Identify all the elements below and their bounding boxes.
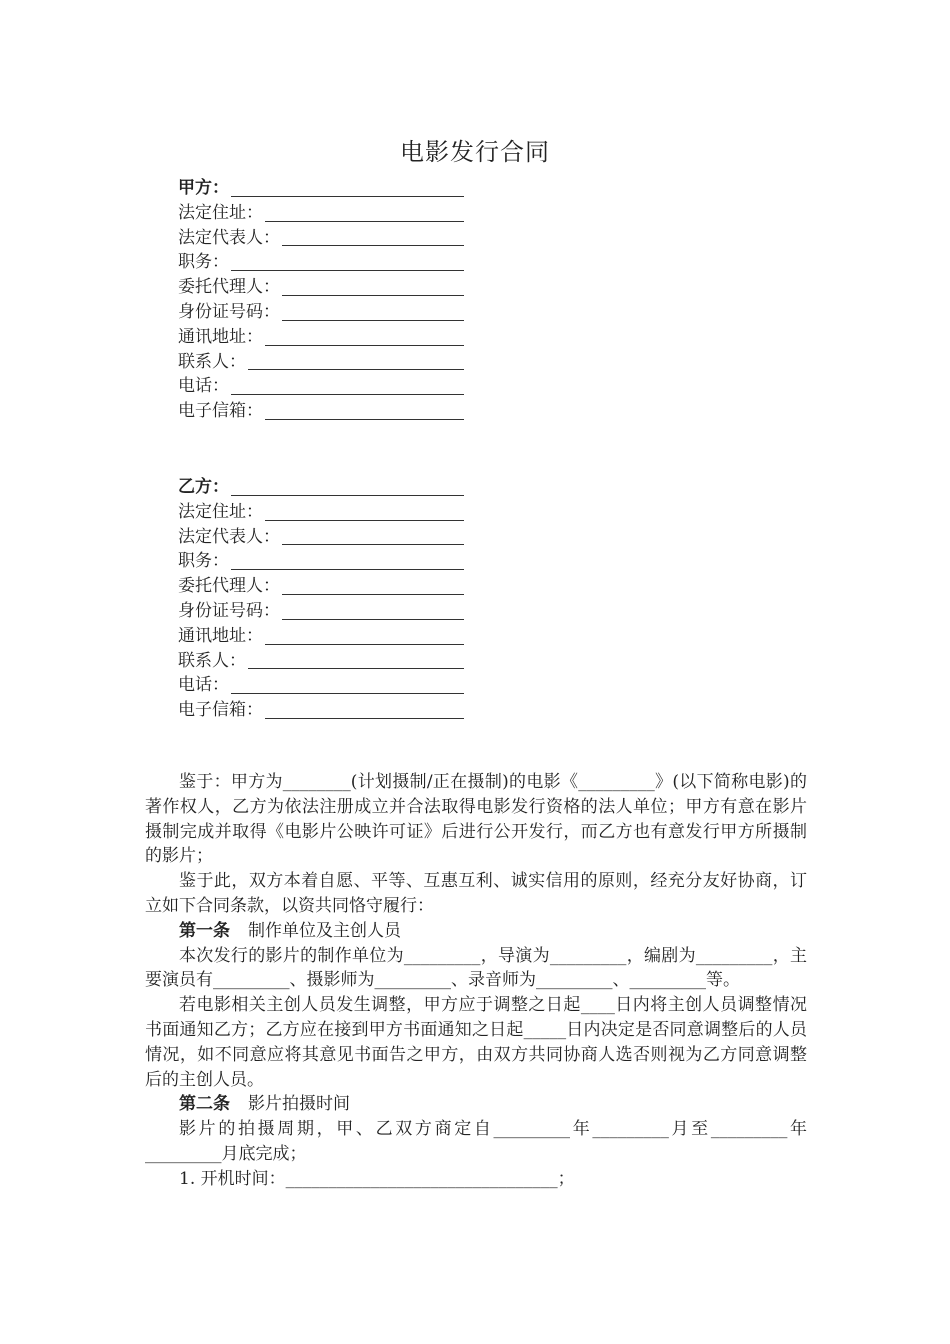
article-2-item-1: 1. 开机时间：________________________________； bbox=[179, 1168, 575, 1189]
recital-2: 鉴于此，双方本着自愿、平等、互惠互利、诚实信用的原则，经充分友好协商，订立如下合同条款，以资共同恪守履行： bbox=[145, 871, 807, 916]
party-b-field-blank-line[interactable] bbox=[282, 577, 464, 595]
party-a-field-blank-line[interactable] bbox=[231, 179, 464, 197]
party-a-field-row bbox=[178, 201, 478, 226]
party-a-field-row bbox=[178, 275, 478, 300]
party-b-field-blank-line[interactable] bbox=[231, 552, 464, 570]
party-a-field-blank-line[interactable] bbox=[265, 204, 464, 222]
party-b-field-label: 法定住址： bbox=[178, 501, 263, 522]
party-a-field-blank-line[interactable] bbox=[282, 278, 464, 296]
party-a-field-label: 法定住址： bbox=[178, 202, 263, 223]
party-b-field-label: 电话： bbox=[178, 675, 229, 696]
party-a-field-label: 电子信箱： bbox=[178, 401, 263, 422]
article-1-title: 制作单位及主创人员 bbox=[248, 920, 401, 941]
article-2-title: 影片拍摄时间 bbox=[248, 1094, 350, 1115]
party-a-field-row bbox=[178, 325, 478, 350]
party-a-field-row bbox=[178, 176, 478, 201]
party-a-field-row bbox=[178, 300, 478, 325]
party-a-field-label: 通讯地址： bbox=[178, 326, 263, 347]
party-a-block bbox=[178, 176, 478, 424]
party-b-field-row bbox=[178, 549, 478, 574]
party-b-field-label: 职务： bbox=[178, 551, 229, 572]
party-b-field-blank-line[interactable] bbox=[231, 478, 464, 496]
article-1-paragraph-1: 本次发行的影片的制作单位为_________，导演为_________，编剧为_________，主要演员有_________、摄影师为_________、录音师为_________、_________等。 bbox=[145, 945, 807, 991]
party-b-field-label: 法定代表人： bbox=[178, 526, 280, 547]
party-b-field-blank-line[interactable] bbox=[282, 602, 464, 620]
party-b-field-blank-line[interactable] bbox=[265, 627, 464, 645]
party-b-field-row bbox=[178, 500, 478, 525]
party-a-field-label: 身份证号码： bbox=[178, 301, 280, 322]
party-b-block bbox=[178, 475, 478, 723]
party-a-field-label: 联系人： bbox=[178, 351, 246, 372]
party-a-field-label: 职务： bbox=[178, 252, 229, 273]
party-a-field-row bbox=[178, 399, 478, 424]
party-b-field-row bbox=[178, 624, 478, 649]
party-a-field-blank-line[interactable] bbox=[282, 303, 464, 321]
party-b-field-label: 身份证号码： bbox=[178, 600, 280, 621]
party-a-field-blank-line[interactable] bbox=[265, 328, 464, 346]
party-a-field-row bbox=[178, 350, 478, 375]
party-a-field-blank-line[interactable] bbox=[231, 253, 464, 271]
party-b-field-row bbox=[178, 649, 478, 674]
party-b-field-row bbox=[178, 698, 478, 723]
party-b-field-label: 委托代理人： bbox=[178, 576, 280, 597]
article-1-heading bbox=[145, 919, 807, 944]
party-b-field-row bbox=[178, 599, 478, 624]
party-a-field-blank-line[interactable] bbox=[231, 377, 464, 395]
party-a-field-row bbox=[178, 250, 478, 275]
contract-body bbox=[145, 770, 807, 1192]
article-2-heading bbox=[145, 1092, 807, 1117]
party-a-field-row bbox=[178, 374, 478, 399]
party-b-field-blank-line[interactable] bbox=[248, 651, 464, 669]
party-b-field-row bbox=[178, 525, 478, 550]
party-b-field-label: 乙方： bbox=[178, 477, 229, 497]
article-2-paragraph-1: 影片的拍摄周期，甲、乙双方商定自_________年_________月至_________年_________月底完成； bbox=[145, 1119, 807, 1164]
article-1-number: 第一条 bbox=[179, 920, 230, 941]
party-b-field-row bbox=[178, 475, 478, 500]
party-b-field-label: 通讯地址： bbox=[178, 625, 263, 646]
party-b-field-blank-line[interactable] bbox=[265, 701, 464, 719]
article-2-number: 第二条 bbox=[179, 1094, 230, 1115]
party-b-field-row bbox=[178, 673, 478, 698]
party-a-field-label: 甲方： bbox=[178, 178, 229, 198]
party-a-field-blank-line[interactable] bbox=[265, 402, 464, 420]
party-a-field-blank-line[interactable] bbox=[248, 352, 464, 370]
party-b-field-label: 电子信箱： bbox=[178, 700, 263, 721]
recital-1: 鉴于：甲方为________(计划摄制/正在摄制)的电影《_________》(以下简称电影)的著作权人，乙方为依法注册成立并合法取得电影发行资格的法人单位；甲方有意在影片摄制完成并取得《电影片公映许可证》后进行公开发行，而乙方也有意发行甲方所摄制的影片； bbox=[145, 772, 807, 867]
party-b-field-blank-line[interactable] bbox=[231, 676, 464, 694]
party-b-field-row bbox=[178, 574, 478, 599]
party-a-field-label: 电话： bbox=[178, 376, 229, 397]
party-b-field-blank-line[interactable] bbox=[282, 527, 464, 545]
party-a-field-row bbox=[178, 226, 478, 251]
party-a-field-label: 法定代表人： bbox=[178, 227, 280, 248]
party-b-field-label: 联系人： bbox=[178, 650, 246, 671]
document-title: 电影发行合同 bbox=[400, 138, 550, 166]
article-1-paragraph-2: 若电影相关主创人员发生调整，甲方应于调整之日起____日内将主创人员调整情况书面通知乙方；乙方应在接到甲方书面通知之日起_____日内决定是否同意调整后的人员情况，如不同意应将其意见书面告之甲方，由双方共同协商人选否则视为乙方同意调整后的主创人员。 bbox=[145, 995, 807, 1090]
party-a-field-label: 委托代理人： bbox=[178, 277, 280, 298]
party-a-field-blank-line[interactable] bbox=[282, 228, 464, 246]
party-b-field-blank-line[interactable] bbox=[265, 503, 464, 521]
